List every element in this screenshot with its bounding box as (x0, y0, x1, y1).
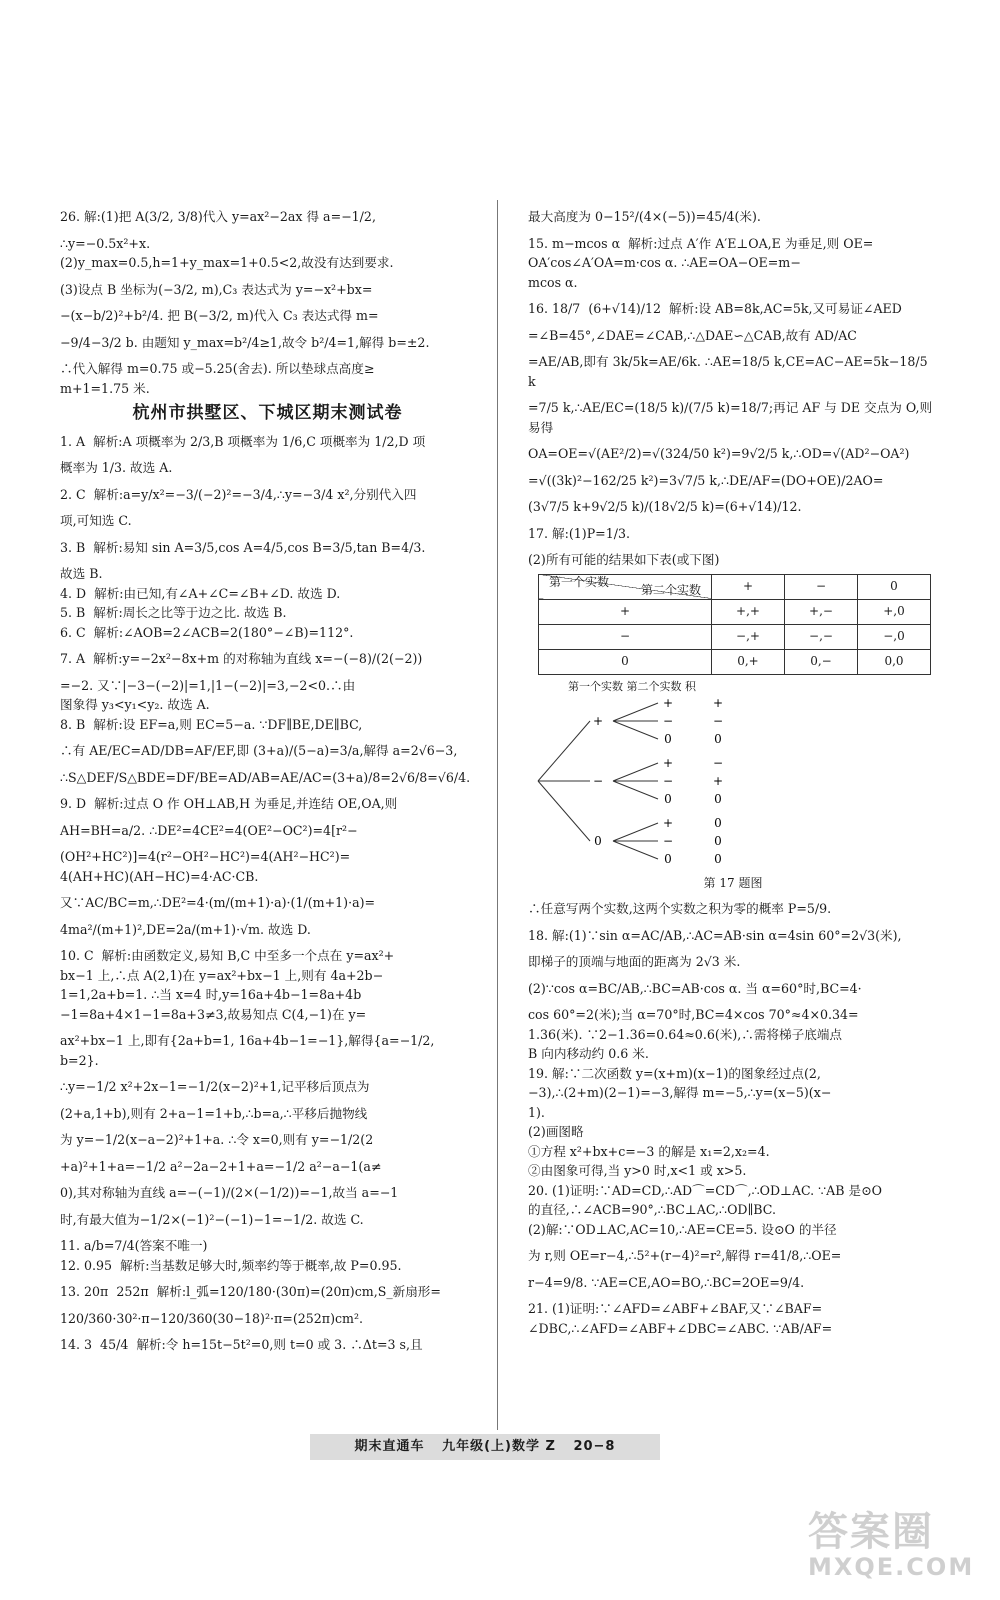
text-line: 6. C 解析:∠AOB=2∠ACB=2(180°−∠B)=112°. (60, 624, 354, 640)
section-title: 杭州市拱墅区、下城区期末测试卷 (132, 403, 403, 423)
text-line: (2)y_max=0.5,h=1+y_max=1+0.5<2,故没有达到要求. (60, 255, 394, 270)
tree-second-label: − (662, 714, 674, 728)
text-line: 11. a/b=7/4(答案不唯一) (60, 1238, 208, 1253)
text-line: ∴任意写两个实数,这两个实数之积为零的概率 P=5/9. (528, 901, 832, 916)
tree-branch (613, 721, 658, 739)
column-header: 0 (858, 574, 931, 599)
table-cell: +,0 (858, 599, 931, 624)
tree-branch (613, 823, 658, 841)
text-line: 13. 20π 252π 解析:l_弧=120/180·(30π)=(20π)cm,S_新扇形= (60, 1284, 441, 1299)
page-footer (310, 1434, 660, 1460)
left-column (60, 200, 475, 1362)
tree-branch (613, 703, 658, 721)
tree-second-label: + (662, 756, 674, 770)
text-line: −1=8a+4×1−1=8a+3≠3,故易知点 C(4,−1)在 y= (60, 1006, 367, 1022)
answer-block-prev-exam (60, 207, 475, 398)
text-line: 4. D 解析:由已知,有∠A+∠C=∠B+∠D. 故选 D. (60, 585, 341, 601)
text-line: 的直径,∴∠ACB=90°,∴BC⊥AC,∴OD∥BC. (528, 1202, 776, 1217)
column-divider (497, 200, 498, 1430)
tree-first-label: + (592, 714, 604, 728)
table-row (539, 599, 931, 624)
text-line: (2)∵cos α=BC/AB,∴BC=AB·cos α. 当 α=60°时,BC=4· (528, 980, 862, 996)
text-line: 1). (528, 1104, 545, 1120)
text-line: 5. B 解析:周长之比等于边之比. 故选 B. (60, 605, 287, 620)
right-column (528, 200, 938, 1338)
tree-second-label: + (662, 816, 674, 830)
table-cell: −,+ (712, 624, 785, 649)
text-line: 时,有最大值为−1/2×(−1)²−(−1)−1=−1/2. 故选 C. (60, 1211, 364, 1227)
text-line: ∴代入解得 m=0.75 或−5.25(舍去). 所以垫球点高度≥ (60, 361, 375, 376)
text-line: (OH²+HC²)]=4(r²−OH²−HC²)=4(AH²−HC²)= (60, 849, 351, 864)
text-line: (2+a,1+b),则有 2+a−1=1+b,∴b=a,∴平移后抛物线 (60, 1105, 368, 1121)
text-line: ①方程 x²+bx+c=−3 的解是 x₁=2,x₂=4. (528, 1143, 770, 1159)
table-corner-cell (539, 574, 712, 599)
tree-branch (538, 781, 590, 841)
text-line: ax²+bx−1 上,即有{2a+b=1, 16a+4b−1=−1},解得{a=−1/2, b=2}. (60, 1033, 439, 1068)
text-line: OA′cos∠A′OA=m·cos α. ∴AE=OA−OE=m− (528, 255, 801, 270)
text-line: ②由图象可得,当 y>0 时,x<1 或 x>5. (528, 1163, 747, 1178)
table-cell: +,− (785, 599, 858, 624)
text-line: (2)画图略 (528, 1124, 584, 1139)
table-cell: 0,0 (858, 649, 931, 674)
text-line: ∴y=−0.5x²+x. (60, 235, 151, 251)
table-cell: +,+ (712, 599, 785, 624)
text-line: 又∵AC/BC=m,∴DE²=4·(m/(m+1)·a)·(1/(m+1)·a)= (60, 895, 376, 910)
text-line: 1. A 解析:A 项概率为 2/3,B 项概率为 1/6,C 项概率为 1/2,D 项 (60, 433, 426, 449)
figure-caption: 第 17 题图 (703, 875, 763, 890)
tree-product-label: 0 (714, 816, 722, 830)
tree-branch (613, 841, 658, 859)
table-cell: −,− (785, 624, 858, 649)
tree-product-label: 0 (714, 834, 722, 848)
text-line: OA=OE=√(AE²/2)=√(324/50 k²)=9√2/5 k,∴OD=√(AD²−OA²) (528, 446, 910, 461)
text-line: AH=BH=a/2. ∴DE²=4CE²=4(OE²−OC²)=4[r²− (60, 822, 358, 838)
text-line: 项,可知选 C. (60, 513, 132, 528)
watermark-text: 答案圈 (808, 1509, 934, 1555)
text-line: m+1=1.75 米. (60, 380, 150, 396)
text-line: −(x−b/2)²+b²/4. 把 B(−3/2, m)代入 C₃ 表达式得 m= (60, 308, 379, 323)
table-header-row (539, 574, 931, 599)
tree-first-label: − (592, 774, 604, 788)
tree-second-label: − (662, 834, 674, 848)
column-header: − (785, 574, 858, 599)
text-line: 21. (1)证明:∵∠AFD=∠ABF+∠BAF,又∵∠BAF= (528, 1301, 823, 1316)
text-line: +a)²+1+a=−1/2 a²−2a−2+1+a=−1/2 a²−a−1(a≠ (60, 1158, 382, 1174)
tree-first-label: 0 (594, 834, 602, 848)
tree-product-label: + (712, 774, 724, 788)
text-line: 20. (1)证明:∵AD=CD,∴AD⌒=CD⌒,∴OD⊥AC. ∵AB 是⊙O (528, 1182, 883, 1198)
table-cell: − (539, 624, 712, 649)
text-line: 26. 解:(1)把 A(3/2, 3/8)代入 y=ax²−2ax 得 a=−1/2, (60, 209, 376, 224)
text-line: B 向内移动约 0.6 米. (528, 1046, 649, 1061)
table-cell: 0,+ (712, 649, 785, 674)
text-line: 概率为 1/3. 故选 A. (60, 460, 173, 475)
text-line: 3. B 解析:易知 sin A=3/5,cos A=4/5,cos B=3/5,tan B=4/3. (60, 539, 426, 555)
text-line: (2)所有可能的结果如下表(或下图) (528, 552, 720, 567)
tree-second-label: 0 (664, 792, 672, 806)
corner-label-bottom: 第一个实数 (549, 575, 610, 589)
tree-second-label: 0 (664, 852, 672, 866)
text-line: =√((3k)²−162/25 k²)=3√7/5 k,∴DE/AF=(DO+OE)/2AO= (528, 472, 884, 488)
text-line: 18. 解:(1)∵sin α=AC/AB,∴AC=AB·sin α=4sin 60°=2√3(米), (528, 927, 902, 943)
tree-diagram (528, 696, 858, 866)
footer-book-title: 期末直通车 (354, 1439, 425, 1454)
text-line: =7/5 k,∴AE/EC=(18/5 k)/(7/5 k)=18/7;再记 AF 与 DE 交点为 O,则易得 (528, 400, 933, 435)
text-line: cos 60°=2(米);当 α=70°时,BC=4×cos 70°≈4×0.34= (528, 1007, 859, 1022)
text-line: ∠DBC,∴∠AFD=∠ABF+∠DBC=∠ABC. ∵AB/AF= (528, 1320, 833, 1336)
text-line: 7. A 解析:y=−2x²−8x+m 的对称轴为直线 x=−(−8)/(2(−2)) (60, 651, 423, 666)
answer-block-right-bottom (528, 899, 938, 1338)
text-line: 10. C 解析:由函数定义,易知 B,C 中至多一个点在 y=ax²+ (60, 948, 395, 963)
text-line: −3),∴(2+m)(2−1)=−3,解得 m=−5,∴y=(x−5)(x− (528, 1085, 832, 1100)
results-table (538, 574, 931, 675)
tree-product-label: 0 (714, 732, 722, 746)
table-cell: + (539, 599, 712, 624)
text-line: 为 r,则 OE=r−4,∴5²+(r−4)²=r²,解得 r=41/8,∴OE= (528, 1248, 842, 1263)
text-line: (3√7/5 k+9√2/5 k)/(18√2/5 k)=(6+√14)/12. (528, 499, 802, 514)
answer-block-right-top (528, 207, 938, 570)
text-line: ∴y=−1/2 x²+2x−1=−1/2(x−2)²+1,记平移后顶点为 (60, 1079, 370, 1094)
tree-product-label: − (712, 756, 724, 770)
tree-branch (613, 763, 658, 781)
table-cell: −,0 (858, 624, 931, 649)
text-line: 14. 3 45/4 解析:令 h=15t−5t²=0,则 t=0 或 3. ∴Δt=3 s,且 (60, 1337, 423, 1352)
text-line: 即梯子的顶端与地面的距离为 2√3 米. (528, 954, 741, 969)
text-line: 16. 18/7 (6+√14)/12 解析:设 AB=8k,AC=5k,又可易证∠AED (528, 301, 902, 316)
text-line: 1.36(米). ∵2−1.36=0.64≈0.6(米),∴需将梯子底端点 (528, 1026, 843, 1042)
text-line: (2)解:∵OD⊥AC,AC=10,∴AE=CE=5. 设⊙O 的半径 (528, 1221, 837, 1237)
text-line: =−2. 又∵|−3−(−2)|=1,|1−(−2)|=3,−2<0.∴由 (60, 677, 356, 693)
text-line: mcos α. (528, 274, 578, 290)
answer-block-exam (60, 432, 475, 1355)
text-line: 12. 0.95 解析:当基数足够大时,频率约等于概率,故 P=0.95. (60, 1257, 402, 1273)
text-line: −9/4−3/2 b. 由题知 y_max=b²/4≥1,故令 b²/4=1,解得 b=±2. (60, 334, 430, 350)
text-line: bx−1 上,∴点 A(2,1)在 y=ax²+bx−1 上,则有 4a+2b− (60, 967, 384, 983)
text-line: 2. C 解析:a=y/x²=−3/(−2)²=−3/4,∴y=−3/4 x²,分别代入四 (60, 486, 417, 502)
text-line: ∴S△DEF/S△BDE=DF/BE=AD/AB=AE/AC=(3+a)/8=2√6/8=√6/4. (60, 769, 471, 785)
tree-product-label: + (712, 696, 724, 710)
text-line: ∴有 AE/EC=AD/DB=AF/EF,即 (3+a)/(5−a)=3/a,解得 a=2√6−3, (60, 743, 458, 758)
tree-product-label: 0 (714, 792, 722, 806)
text-line: 为 y=−1/2(x−a−2)²+1+a. ∴令 x=0,则有 y=−1/2(2 (60, 1132, 374, 1147)
text-line: 19. 解:∵二次函数 y=(x+m)(x−1)的图象经过点(2, (528, 1065, 821, 1081)
text-line: 0),其对称轴为直线 a=−(−1)/(2×(−1/2))=−1,故当 a=−1 (60, 1185, 399, 1200)
footer-page-number: 20−8 (573, 1439, 616, 1454)
text-line: 4ma²/(m+1)²,DE=2a/(m+1)·√m. 故选 D. (60, 921, 311, 937)
tree-branch (613, 781, 658, 799)
tree-product-label: − (712, 714, 724, 728)
text-line: 9. D 解析:过点 O 作 OH⊥AB,H 为垂足,并连结 OE,OA,则 (60, 796, 398, 811)
text-line: 1=1,2a+b=1. ∴当 x=4 时,y=16a+4b−1=8a+4b (60, 987, 362, 1002)
text-line: 8. B 解析:设 EF=a,则 EC=5−a. ∵DF∥BE,DE∥BC, (60, 716, 363, 732)
text-line: 17. 解:(1)P=1/3. (528, 525, 631, 541)
text-line: 15. m−mcos α 解析:过点 A′作 A′E⊥OA,E 为垂足,则 OE= (528, 235, 874, 251)
text-line: =∠B=45°,∠DAE=∠CAB,∴△DAE∽△CAB,故有 AD/AC (528, 327, 857, 343)
tree-second-label: + (662, 696, 674, 710)
table-row (539, 624, 931, 649)
watermark-logo (808, 1500, 978, 1590)
column-header: + (712, 574, 785, 599)
tree-branch (538, 721, 590, 781)
table-cell: 0,− (785, 649, 858, 674)
text-line: (3)设点 B 坐标为(−3/2, m),C₃ 表达式为 y=−x²+bx= (60, 281, 373, 297)
text-line: 4(AH+HC)(AH−HC)=4·AC·CB. (60, 868, 259, 884)
tree-product-label: 0 (714, 852, 722, 866)
text-line: 图象得 y₃<y₁<y₂. 故选 A. (60, 697, 210, 712)
text-line: 120/360·30²·π−120/360(30−18)²·π=(252π)cm². (60, 1310, 364, 1326)
text-line: =AE/AB,即有 3k/5k=AE/6k. ∴AE=18/5 k,CE=AC−AE=5k−18/5 k (528, 354, 932, 389)
text-line: r−4=9/8. ∵AE=CE,AO=BO,∴BC=2OE=9/4. (528, 1274, 805, 1290)
corner-label-top: 第二个实数 (640, 582, 701, 597)
text-line: 最大高度为 0−15²/(4×(−5))=45/4(米). (528, 209, 761, 224)
tree-second-label: 0 (664, 732, 672, 746)
table-row (539, 649, 931, 674)
tree-header: 第一个实数 第二个实数 积 (568, 679, 696, 693)
text-line: 故选 B. (60, 566, 103, 581)
footer-grade-subject: 九年级(上)数学 Z (442, 1439, 556, 1454)
tree-second-label: − (662, 774, 674, 788)
table-cell: 0 (539, 649, 712, 674)
watermark-url: MXQE.COM (808, 1553, 975, 1581)
